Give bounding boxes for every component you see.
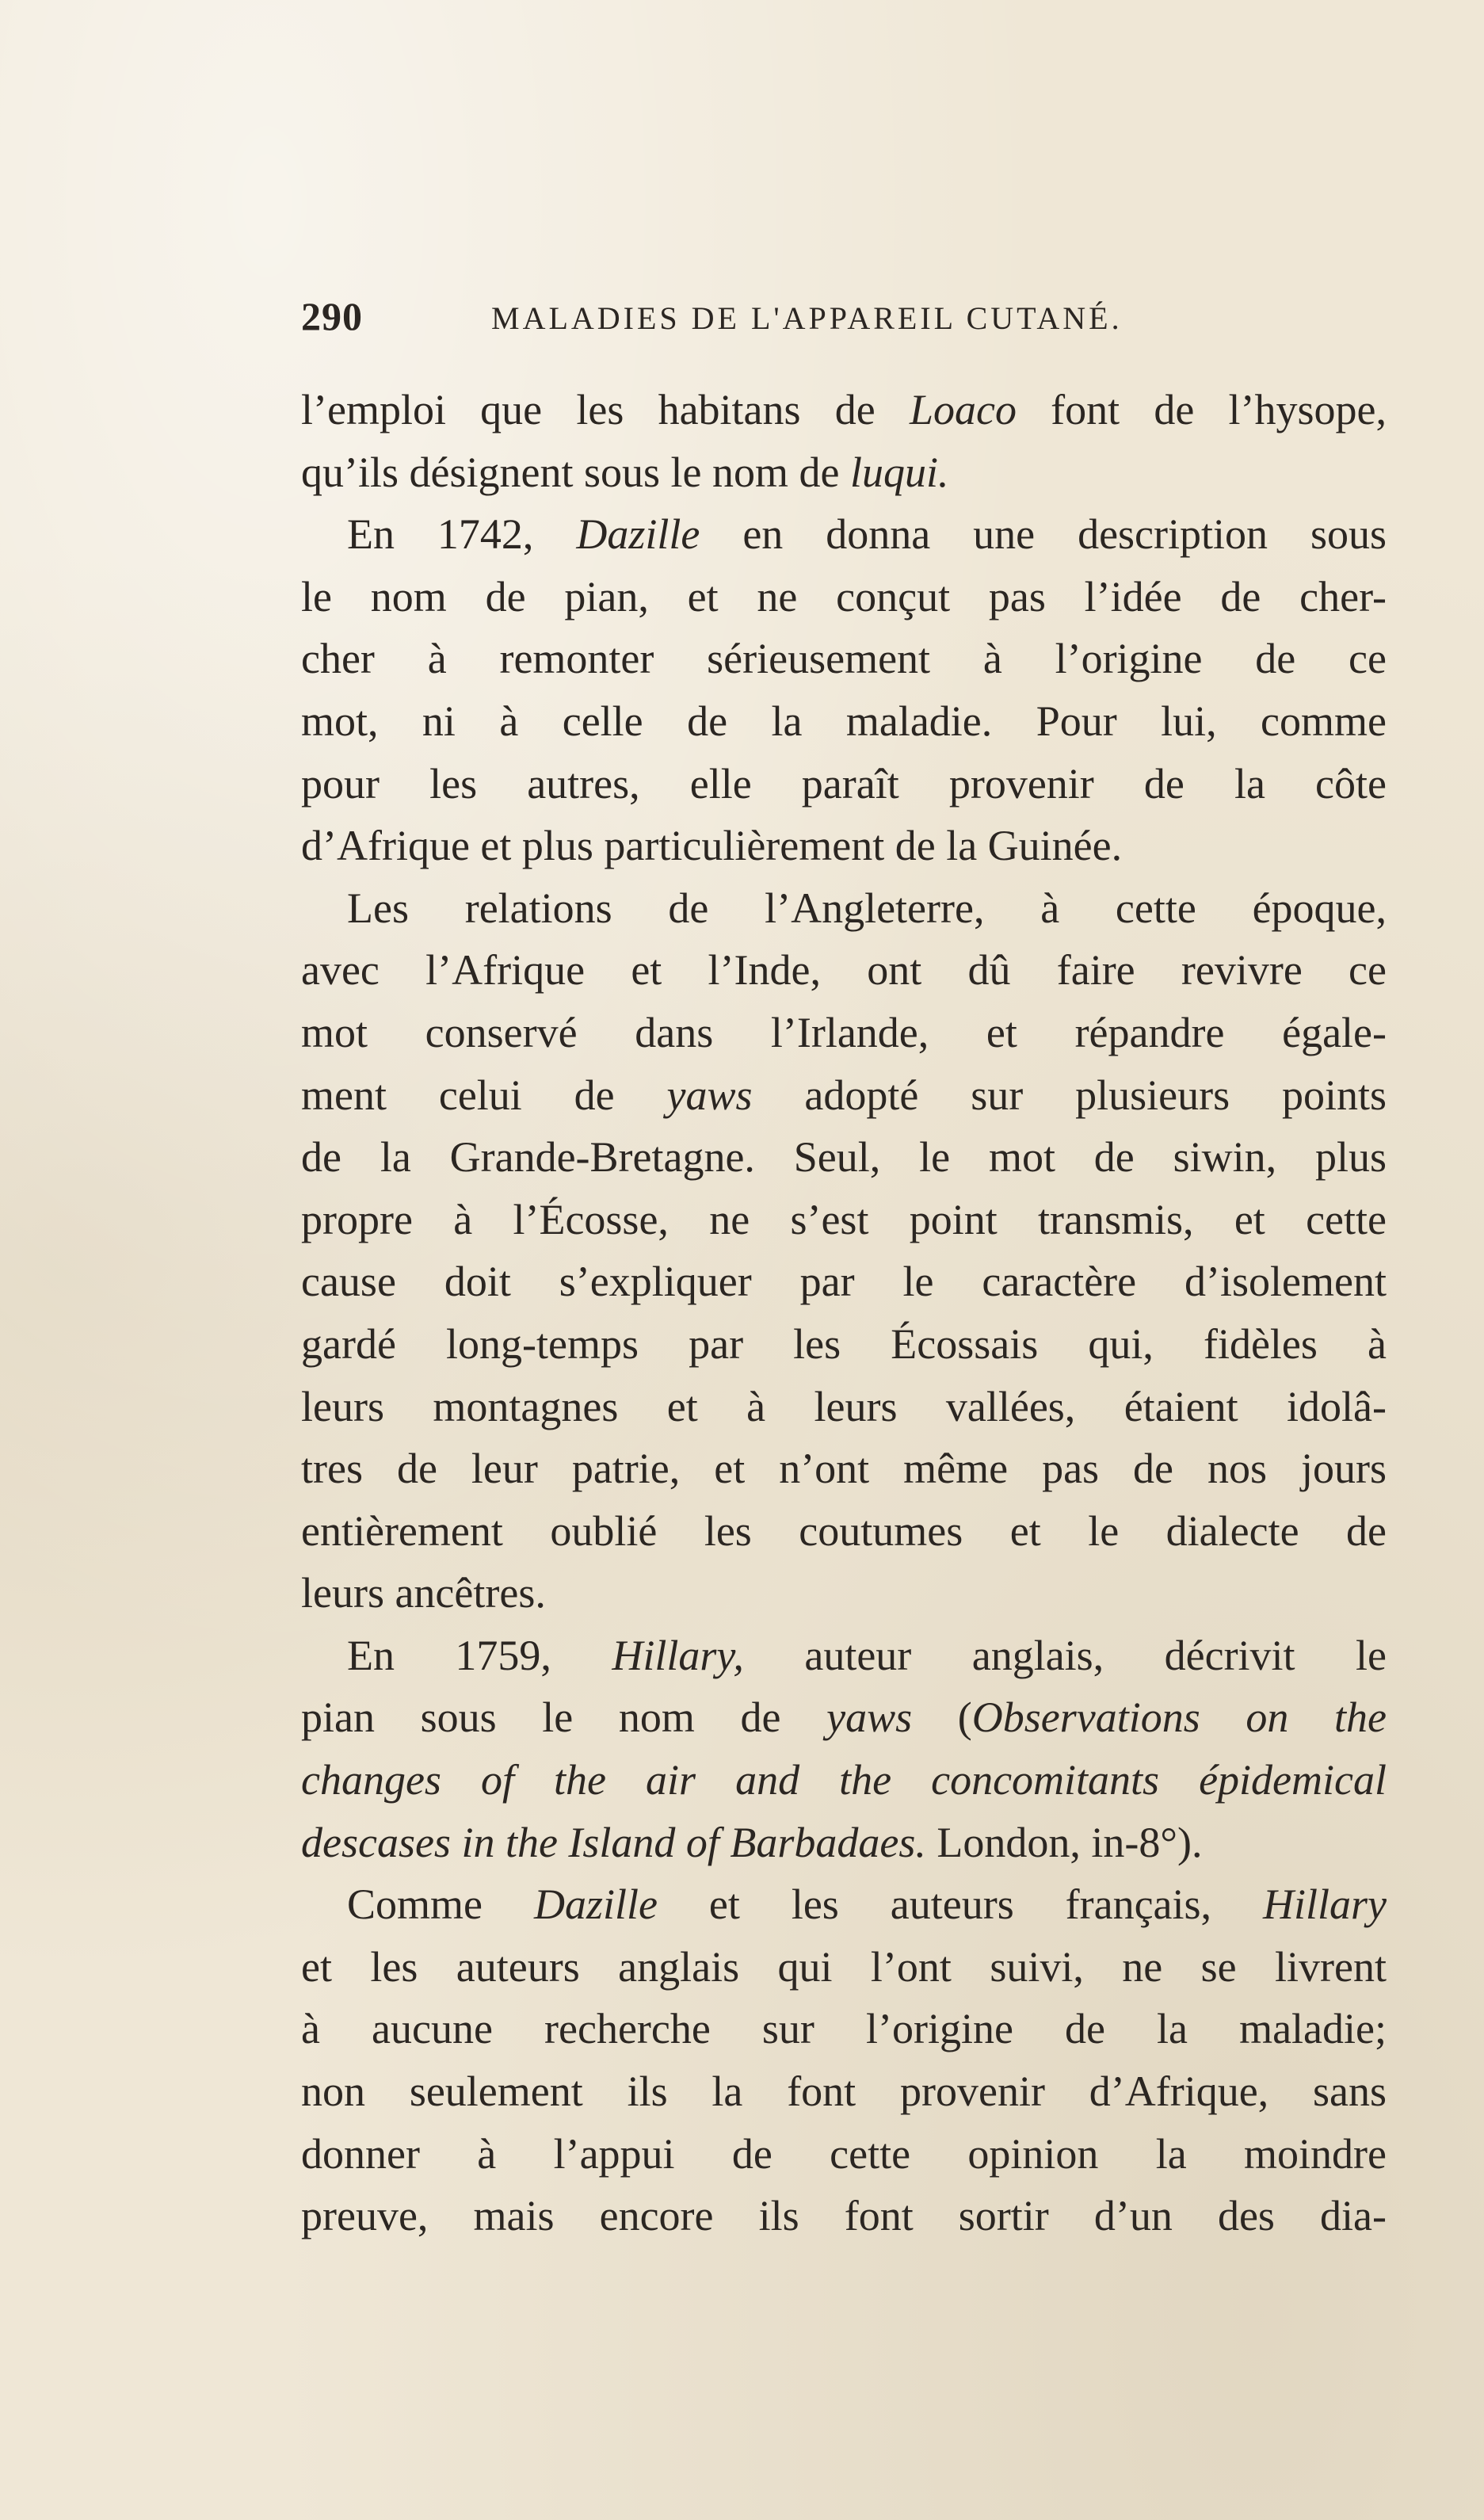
text-fragment: et les auteurs anglais qui l’ont suivi, ne se livrent [301, 1942, 1387, 1991]
text-line [301, 1873, 1387, 1936]
text-line [301, 1749, 1387, 1812]
italic-text: luqui. [849, 448, 949, 496]
italic-text: Dazille [533, 1880, 658, 1929]
text-line [301, 1562, 1387, 1625]
italic-text: changes of the air and the concomitants épidemical [301, 1756, 1387, 1804]
text-line [301, 1126, 1387, 1189]
text-fragment: cause doit s’expliquer par le caractère d’isolement [301, 1258, 1387, 1306]
text-line [301, 503, 1387, 566]
text-fragment: ( [912, 1693, 972, 1742]
text-fragment: gardé long-temps par les Écossais qui, fidèles à [301, 1319, 1387, 1368]
text-line [301, 815, 1387, 877]
text-fragment: leurs ancêtres. [301, 1569, 546, 1617]
text-line [301, 1313, 1387, 1376]
text-line [301, 1686, 1387, 1749]
text-fragment: à aucune recherche sur l’origine de la maladie; [301, 2005, 1387, 2053]
text-line [301, 1002, 1387, 1064]
text-fragment: En 1759, [347, 1631, 612, 1679]
text-fragment: entièrement oublié les coutumes et le dialecte de [301, 1506, 1387, 1555]
italic-text: yaws [666, 1071, 753, 1119]
text-line [301, 1438, 1387, 1500]
text-fragment: mot conservé dans l’Irlande, et répandre égale- [301, 1008, 1387, 1056]
text-line [301, 1625, 1387, 1687]
text-fragment: le nom de pian, et ne conçut pas l’idée de cher- [301, 572, 1387, 620]
text-fragment: Les relations de l’Angleterre, à cette époque, [347, 884, 1387, 932]
running-title: MALADIES DE L'APPAREIL CUTANÉ. [491, 300, 1123, 336]
text-fragment: non seulement ils la font provenir d’Afrique, sans [301, 2068, 1387, 2116]
text-fragment: preuve, mais encore ils font sortir d’un des dia- [301, 2192, 1387, 2240]
text-fragment: l’emploi que les habitans de [301, 386, 910, 433]
text-fragment: cher à remonter sérieusement à l’origine de ce [301, 635, 1387, 683]
italic-text: Observations on the [971, 1693, 1387, 1742]
text-fragment: pour les autres, elle paraît provenir de la côte [301, 759, 1387, 808]
text-line [301, 2060, 1387, 2123]
text-fragment: leurs montagnes et à leurs vallées, étaient idolâ- [301, 1382, 1387, 1430]
text-line [301, 1250, 1387, 1313]
text-line [301, 1376, 1387, 1438]
page-number: 290 [301, 294, 363, 338]
text-fragment: tres de leur patrie, et n’ont même pas de nos jours [301, 1445, 1387, 1493]
text-fragment: font de l’hysope, [1016, 386, 1387, 433]
page-header [301, 293, 1387, 365]
text-fragment: Comme [347, 1880, 534, 1929]
body-text [301, 379, 1387, 2247]
text-line [301, 379, 1387, 441]
text-line [301, 877, 1387, 940]
text-line [301, 1998, 1387, 2060]
text-line [301, 753, 1387, 815]
italic-text: Hillary [1263, 1880, 1387, 1929]
text-fragment: ment celui de [301, 1071, 667, 1119]
text-line [301, 441, 1387, 504]
text-line [301, 628, 1387, 690]
text-fragment: de la Grande-Bretagne. Seul, le mot de siwin, plus [301, 1133, 1387, 1182]
text-line [301, 566, 1387, 628]
text-line [301, 1064, 1387, 1127]
text-fragment: En 1742, [347, 510, 577, 559]
text-fragment: auteur anglais, décrivit le [743, 1631, 1387, 1679]
text-line [301, 2123, 1387, 2186]
italic-text: Loaco [909, 386, 1017, 433]
text-fragment: propre à l’Écosse, ne s’est point transmis, et cette [301, 1195, 1387, 1243]
italic-text: descases in the Island of Barbadaes. [301, 1818, 926, 1866]
text-line [301, 1189, 1387, 1251]
text-fragment: en donna une description sous [700, 510, 1387, 559]
text-fragment: pian sous le nom de [301, 1693, 827, 1742]
text-fragment: London, in-8°). [925, 1818, 1203, 1866]
text-fragment: adopté sur plusieurs points [752, 1071, 1387, 1119]
italic-text: Hillary, [612, 1631, 744, 1679]
text-line [301, 1500, 1387, 1563]
text-line [301, 690, 1387, 753]
text-line [301, 2185, 1387, 2247]
text-fragment: et les auteurs français, [657, 1880, 1263, 1929]
text-fragment: mot, ni à celle de la maladie. Pour lui, comme [301, 697, 1387, 745]
text-fragment: qu’ils désignent sous le nom de [301, 448, 850, 496]
text-line [301, 1812, 1387, 1874]
italic-text: yaws [826, 1693, 913, 1742]
text-line [301, 1936, 1387, 1999]
text-fragment: donner à l’appui de cette opinion la moindre [301, 2129, 1387, 2178]
italic-text: Dazille [576, 510, 700, 559]
text-fragment: avec l’Afrique et l’Inde, ont dû faire revivre ce [301, 946, 1387, 995]
text-fragment: d’Afrique et plus particulièrement de la Guinée. [301, 822, 1123, 870]
text-line [301, 939, 1387, 1002]
